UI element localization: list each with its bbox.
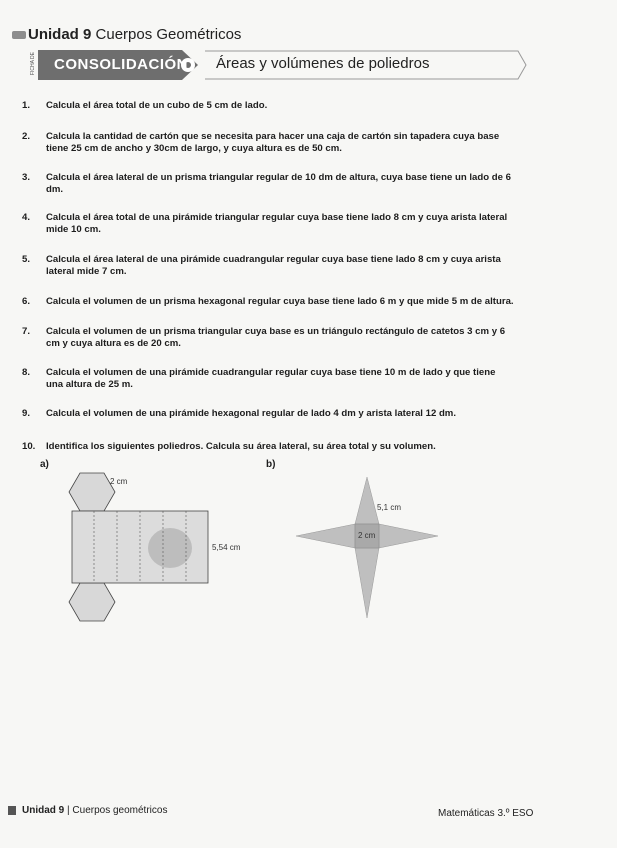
exercise-number: 7.: [22, 326, 31, 337]
footer-unit: Unidad 9: [22, 805, 65, 816]
edge-length-label: 5,1 cm: [377, 503, 402, 512]
pyramid-faces: [296, 477, 438, 618]
footer-left: [8, 805, 167, 816]
exercise-text: una altura de 25 m.: [46, 379, 133, 390]
unit-mark-icon: [12, 31, 26, 39]
exercise-number: 2.: [22, 131, 31, 142]
unit-number: Unidad 9: [28, 26, 92, 43]
exercise-number: 5.: [22, 254, 31, 265]
exercise-9: [22, 408, 542, 420]
page-mark-icon: [8, 806, 16, 815]
exercise-text: Calcula la cantidad de cartón que se necesita para hacer una caja de cartón sin tapadera cuya base: [46, 131, 500, 142]
exercise-number: 9.: [22, 408, 31, 419]
exercise-5: [22, 254, 542, 278]
square-pyramid-net: [292, 472, 442, 622]
net-top-hexagon: [69, 473, 115, 511]
exercise-text: Calcula el área lateral de un prisma triangular regular de 10 dm de altura, cuya base tiene un lado de 6: [46, 172, 511, 183]
exercise-text: Calcula el área total de una pirámide triangular regular cuya base tiene lado 8 cm y cuya arista lateral: [46, 212, 508, 223]
footer-separator: |: [67, 805, 70, 816]
footer-title: Cuerpos geométricos: [72, 805, 168, 816]
footer-right: Matemáticas 3.º ESO: [438, 808, 534, 819]
exercise-text: mide 10 cm.: [46, 224, 101, 235]
exercise-text: Calcula el área total de un cubo de 5 cm de lado.: [46, 100, 268, 111]
exercise-7: [22, 326, 542, 350]
base-length-label: 2 cm: [358, 531, 376, 540]
exercise-text: Calcula el volumen de un prisma hexagonal regular cuya base tiene lado 6 m y que mide 5 m de altura.: [46, 296, 514, 307]
height-label: 5,54 cm: [212, 543, 241, 552]
exercise-text: tiene 25 cm de ancho y 30cm de largo, y cuya altura es de 50 cm.: [46, 143, 342, 154]
exercise-10: [22, 441, 542, 453]
exercise-number: 3.: [22, 172, 31, 183]
exercise-1: [22, 100, 542, 112]
exercise-number: 10.: [22, 441, 36, 452]
exercise-number: 6.: [22, 296, 31, 307]
side-length-label: 2 cm: [110, 477, 128, 486]
hexagonal-prism-net: [60, 470, 260, 630]
exercise-number: 8.: [22, 367, 31, 378]
exercise-3: [22, 172, 542, 196]
net-bottom-hexagon: [69, 583, 115, 621]
figure-a-label: a): [40, 459, 49, 470]
exercise-6: [22, 296, 542, 308]
exercise-number: 4.: [22, 212, 31, 223]
net-lateral-faces: [72, 511, 208, 583]
exercise-text: Calcula el volumen de una pirámide hexagonal regular de lado 4 dm y arista lateral 12 dm.: [46, 408, 457, 419]
exercise-number: 1.: [22, 100, 31, 111]
exercise-text: lateral mide 7 cm.: [46, 266, 127, 277]
exercise-text: Calcula el área lateral de una pirámide cuadrangular regular cuya base tiene lado 8 cm y cuya arista: [46, 254, 501, 265]
ficha-label: FICHA DE: [30, 52, 36, 76]
section-label: CONSOLIDACIÓN: [54, 56, 188, 73]
exercise-text: Calcula el volumen de un prisma triangular cuya base es un triángulo rectángulo de catetos 3 cm y 6: [46, 326, 506, 337]
exercise-4: [22, 212, 542, 236]
exercise-text: Identifica los siguientes poliedros. Calcula su área lateral, su área total y su volumen.: [46, 441, 436, 452]
exercise-8: [22, 367, 542, 391]
unit-title: Cuerpos Geométricos: [95, 26, 242, 43]
exercise-2: [22, 131, 542, 155]
exercise-text: Calcula el volumen de una pirámide cuadrangular regular cuya base tiene 10 m de lado y que tiene: [46, 367, 496, 378]
exercise-text: dm.: [46, 184, 64, 195]
exercise-text: cm y cuya altura es de 20 cm.: [46, 338, 181, 349]
figure-b-label: b): [266, 459, 276, 470]
section-title: Áreas y volúmenes de poliedros: [216, 55, 430, 72]
unit-header: [12, 26, 241, 43]
